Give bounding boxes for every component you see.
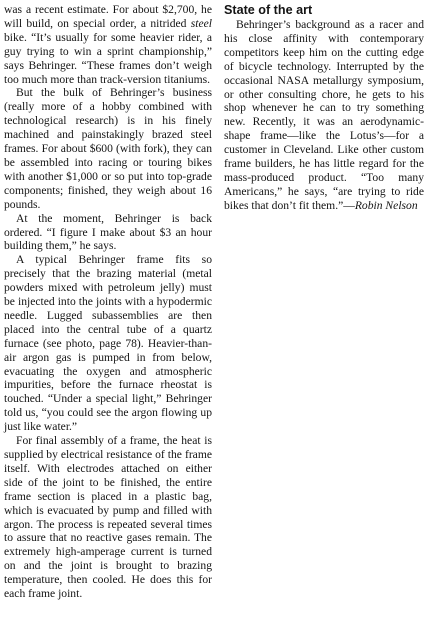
left-column [4,3,212,601]
paragraph-text: bike. “It’s usually for some heavier rider, a guy trying to win a sprint championship,” says Behringer. “These frames don’t weigh too much more than track-version titaniums. [4,30,212,86]
paragraph-brazing-process: A typical Behringer frame fits so precisely that the brazing material (metal powders mixed with petroleum jelly) must be injected into the joints with a hypodermic needle. Lugged subassemblies are then placed into the central tube of a quartz furnace (see photo, page 78). Heavier-than-air argon gas is pumped in from below, evacuating the oxygen and atmospheric impurities, before the furnace rheostat is touched. “Under a special light,” Behringer told us, “you could see the argon flowing up just like water.” [4,253,212,434]
paragraph-back-ordered: At the moment, Behringer is back ordered. “I figure I make about $3 an hour building them,” he says. [4,211,212,253]
paragraph-steel-bike [4,3,212,86]
paragraph-bulk-of-business: But the bulk of Behringer’s business (really more of a hobby combined with technological research) is in his finely machined and painstakingly brazed steel frames. For about $600 (with fork), they can be assembled into racing or touring bikes with another $1,000 or so put into top-grade components; finished, they weigh about 16 pounds. [4,86,212,211]
italic-word-steel: steel [190,16,212,30]
paragraph-state-of-the-art [224,18,424,213]
paragraph-text: Behringer’s background as a racer and his close affinity with contemporary competitors keep him on the cutting edge of bicycle technology. Interrupted by the occasional NASA metallurgy symposium, or other consulting chore, he gets to his shop whenever he can to try something new. Recently, it was an aerodynamic-shape frame—like the Lotus’s—for a customer in Cleveland. Like other custom frame builders, he has little regard for the mass-produced product. “Too many Americans,” he says, “are trying to ride bikes that don’t fit them.”— [224,18,424,212]
section-heading: State of the art [224,3,313,17]
paragraph-final-assembly: For final assembly of a frame, the heat is supplied by electrical resistance of the frame itself. With electrodes attached on either side of the joint to be finished, the entire frame section is placed in a plastic bag, which is evacuated by pump and filled with argon. The process is repeated several times to assure that no reactive gases remain. The extremely high-amperage current is turned on and the joint is brought to brazing temperature, then cooled. He does this for each frame joint. [4,434,212,601]
right-column [224,3,424,213]
paragraph-text: was a recent estimate. For about $2,700, he will build, on special order, a nitrided [4,3,212,30]
byline: Robin Nelson [354,198,418,212]
